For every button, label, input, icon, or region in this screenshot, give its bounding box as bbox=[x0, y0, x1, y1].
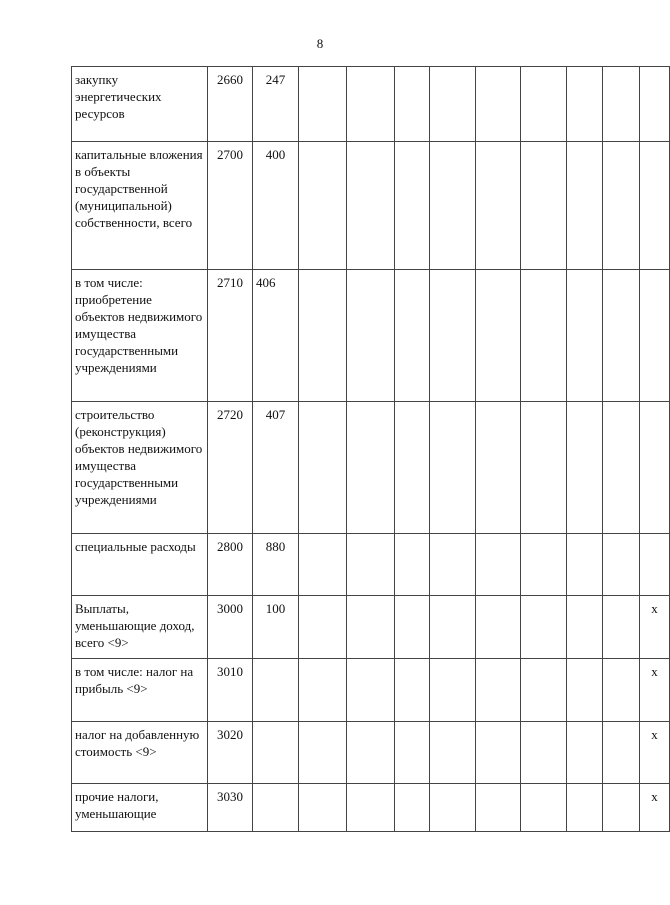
empty-cell bbox=[299, 67, 347, 142]
table-row bbox=[72, 67, 670, 142]
empty-cell bbox=[395, 784, 430, 832]
empty-cell bbox=[567, 659, 603, 722]
empty-cell bbox=[430, 784, 476, 832]
empty-cell bbox=[299, 722, 347, 784]
empty-cell bbox=[299, 270, 347, 402]
empty-cell bbox=[347, 659, 395, 722]
empty-cell bbox=[521, 270, 567, 402]
empty-cell bbox=[603, 722, 640, 784]
empty-cell bbox=[603, 596, 640, 659]
row-description: капитальные вложения в объекты государственной (муниципальной) собственности, всего bbox=[72, 142, 208, 270]
row-description: специальные расходы bbox=[72, 534, 208, 596]
row-code: 2700 bbox=[208, 142, 253, 270]
empty-cell bbox=[521, 534, 567, 596]
empty-cell bbox=[567, 67, 603, 142]
row-kosgu bbox=[253, 784, 299, 832]
report-table bbox=[71, 66, 670, 832]
empty-cell bbox=[603, 784, 640, 832]
row-code: 3030 bbox=[208, 784, 253, 832]
empty-cell bbox=[395, 659, 430, 722]
empty-cell bbox=[430, 659, 476, 722]
row-mark: x bbox=[640, 659, 670, 722]
empty-cell bbox=[603, 67, 640, 142]
row-kosgu: 100 bbox=[253, 596, 299, 659]
empty-cell bbox=[395, 722, 430, 784]
row-description: в том числе: налог на прибыль <9> bbox=[72, 659, 208, 722]
row-kosgu: 407 bbox=[253, 402, 299, 534]
empty-cell bbox=[395, 67, 430, 142]
row-code: 3000 bbox=[208, 596, 253, 659]
empty-cell bbox=[430, 67, 476, 142]
row-mark bbox=[640, 142, 670, 270]
row-kosgu: 400 bbox=[253, 142, 299, 270]
empty-cell bbox=[476, 270, 521, 402]
empty-cell bbox=[476, 142, 521, 270]
empty-cell bbox=[521, 402, 567, 534]
row-code: 2710 bbox=[208, 270, 253, 402]
table-row bbox=[72, 534, 670, 596]
empty-cell bbox=[567, 142, 603, 270]
empty-cell bbox=[347, 270, 395, 402]
empty-cell bbox=[430, 402, 476, 534]
empty-cell bbox=[567, 270, 603, 402]
empty-cell bbox=[567, 402, 603, 534]
empty-cell bbox=[521, 596, 567, 659]
empty-cell bbox=[567, 784, 603, 832]
empty-cell bbox=[476, 67, 521, 142]
row-description: строительство (реконструкция) объектов недвижимого имущества государственными учреждениями bbox=[72, 402, 208, 534]
empty-cell bbox=[603, 402, 640, 534]
empty-cell bbox=[603, 270, 640, 402]
empty-cell bbox=[430, 722, 476, 784]
empty-cell bbox=[603, 534, 640, 596]
empty-cell bbox=[395, 270, 430, 402]
empty-cell bbox=[347, 142, 395, 270]
empty-cell bbox=[395, 402, 430, 534]
row-code: 2660 bbox=[208, 67, 253, 142]
empty-cell bbox=[347, 596, 395, 659]
empty-cell bbox=[567, 722, 603, 784]
row-kosgu: 880 bbox=[253, 534, 299, 596]
empty-cell bbox=[299, 596, 347, 659]
empty-cell bbox=[476, 534, 521, 596]
row-kosgu: 247 bbox=[253, 67, 299, 142]
table-row bbox=[72, 784, 670, 832]
row-mark: x bbox=[640, 784, 670, 832]
empty-cell bbox=[521, 67, 567, 142]
empty-cell bbox=[299, 659, 347, 722]
row-mark bbox=[640, 67, 670, 142]
empty-cell bbox=[567, 534, 603, 596]
empty-cell bbox=[347, 722, 395, 784]
empty-cell bbox=[567, 596, 603, 659]
empty-cell bbox=[521, 142, 567, 270]
row-code: 3010 bbox=[208, 659, 253, 722]
empty-cell bbox=[347, 784, 395, 832]
table-row bbox=[72, 402, 670, 534]
empty-cell bbox=[347, 402, 395, 534]
empty-cell bbox=[476, 402, 521, 534]
table-row bbox=[72, 270, 670, 402]
empty-cell bbox=[395, 534, 430, 596]
empty-cell bbox=[430, 534, 476, 596]
empty-cell bbox=[299, 534, 347, 596]
table-row bbox=[72, 596, 670, 659]
empty-cell bbox=[521, 722, 567, 784]
empty-cell bbox=[476, 596, 521, 659]
empty-cell bbox=[299, 142, 347, 270]
empty-cell bbox=[476, 659, 521, 722]
row-mark bbox=[640, 402, 670, 534]
empty-cell bbox=[299, 402, 347, 534]
row-description: налог на добавленную стоимость <9> bbox=[72, 722, 208, 784]
empty-cell bbox=[476, 722, 521, 784]
empty-cell bbox=[347, 534, 395, 596]
row-description: закупку энергетических ресурсов bbox=[72, 67, 208, 142]
empty-cell bbox=[430, 270, 476, 402]
empty-cell bbox=[347, 67, 395, 142]
row-description: в том числе: приобретение объектов недвижимого имущества государственными учреждениями bbox=[72, 270, 208, 402]
row-code: 2720 bbox=[208, 402, 253, 534]
row-code: 2800 bbox=[208, 534, 253, 596]
empty-cell bbox=[603, 659, 640, 722]
table-row bbox=[72, 142, 670, 270]
empty-cell bbox=[395, 596, 430, 659]
row-mark: x bbox=[640, 596, 670, 659]
row-mark bbox=[640, 270, 670, 402]
empty-cell bbox=[521, 784, 567, 832]
table-row bbox=[72, 722, 670, 784]
row-code: 3020 bbox=[208, 722, 253, 784]
row-kosgu bbox=[253, 722, 299, 784]
row-mark: x bbox=[640, 722, 670, 784]
row-description: прочие налоги, уменьшающие bbox=[72, 784, 208, 832]
empty-cell bbox=[476, 784, 521, 832]
table-row bbox=[72, 659, 670, 722]
empty-cell bbox=[603, 142, 640, 270]
row-kosgu: 406 bbox=[253, 270, 299, 402]
row-kosgu bbox=[253, 659, 299, 722]
empty-cell bbox=[521, 659, 567, 722]
empty-cell bbox=[430, 142, 476, 270]
row-mark bbox=[640, 534, 670, 596]
empty-cell bbox=[395, 142, 430, 270]
empty-cell bbox=[299, 784, 347, 832]
row-description: Выплаты, уменьшающие доход, всего <9> bbox=[72, 596, 208, 659]
empty-cell bbox=[430, 596, 476, 659]
page-number: 8 bbox=[316, 36, 324, 51]
